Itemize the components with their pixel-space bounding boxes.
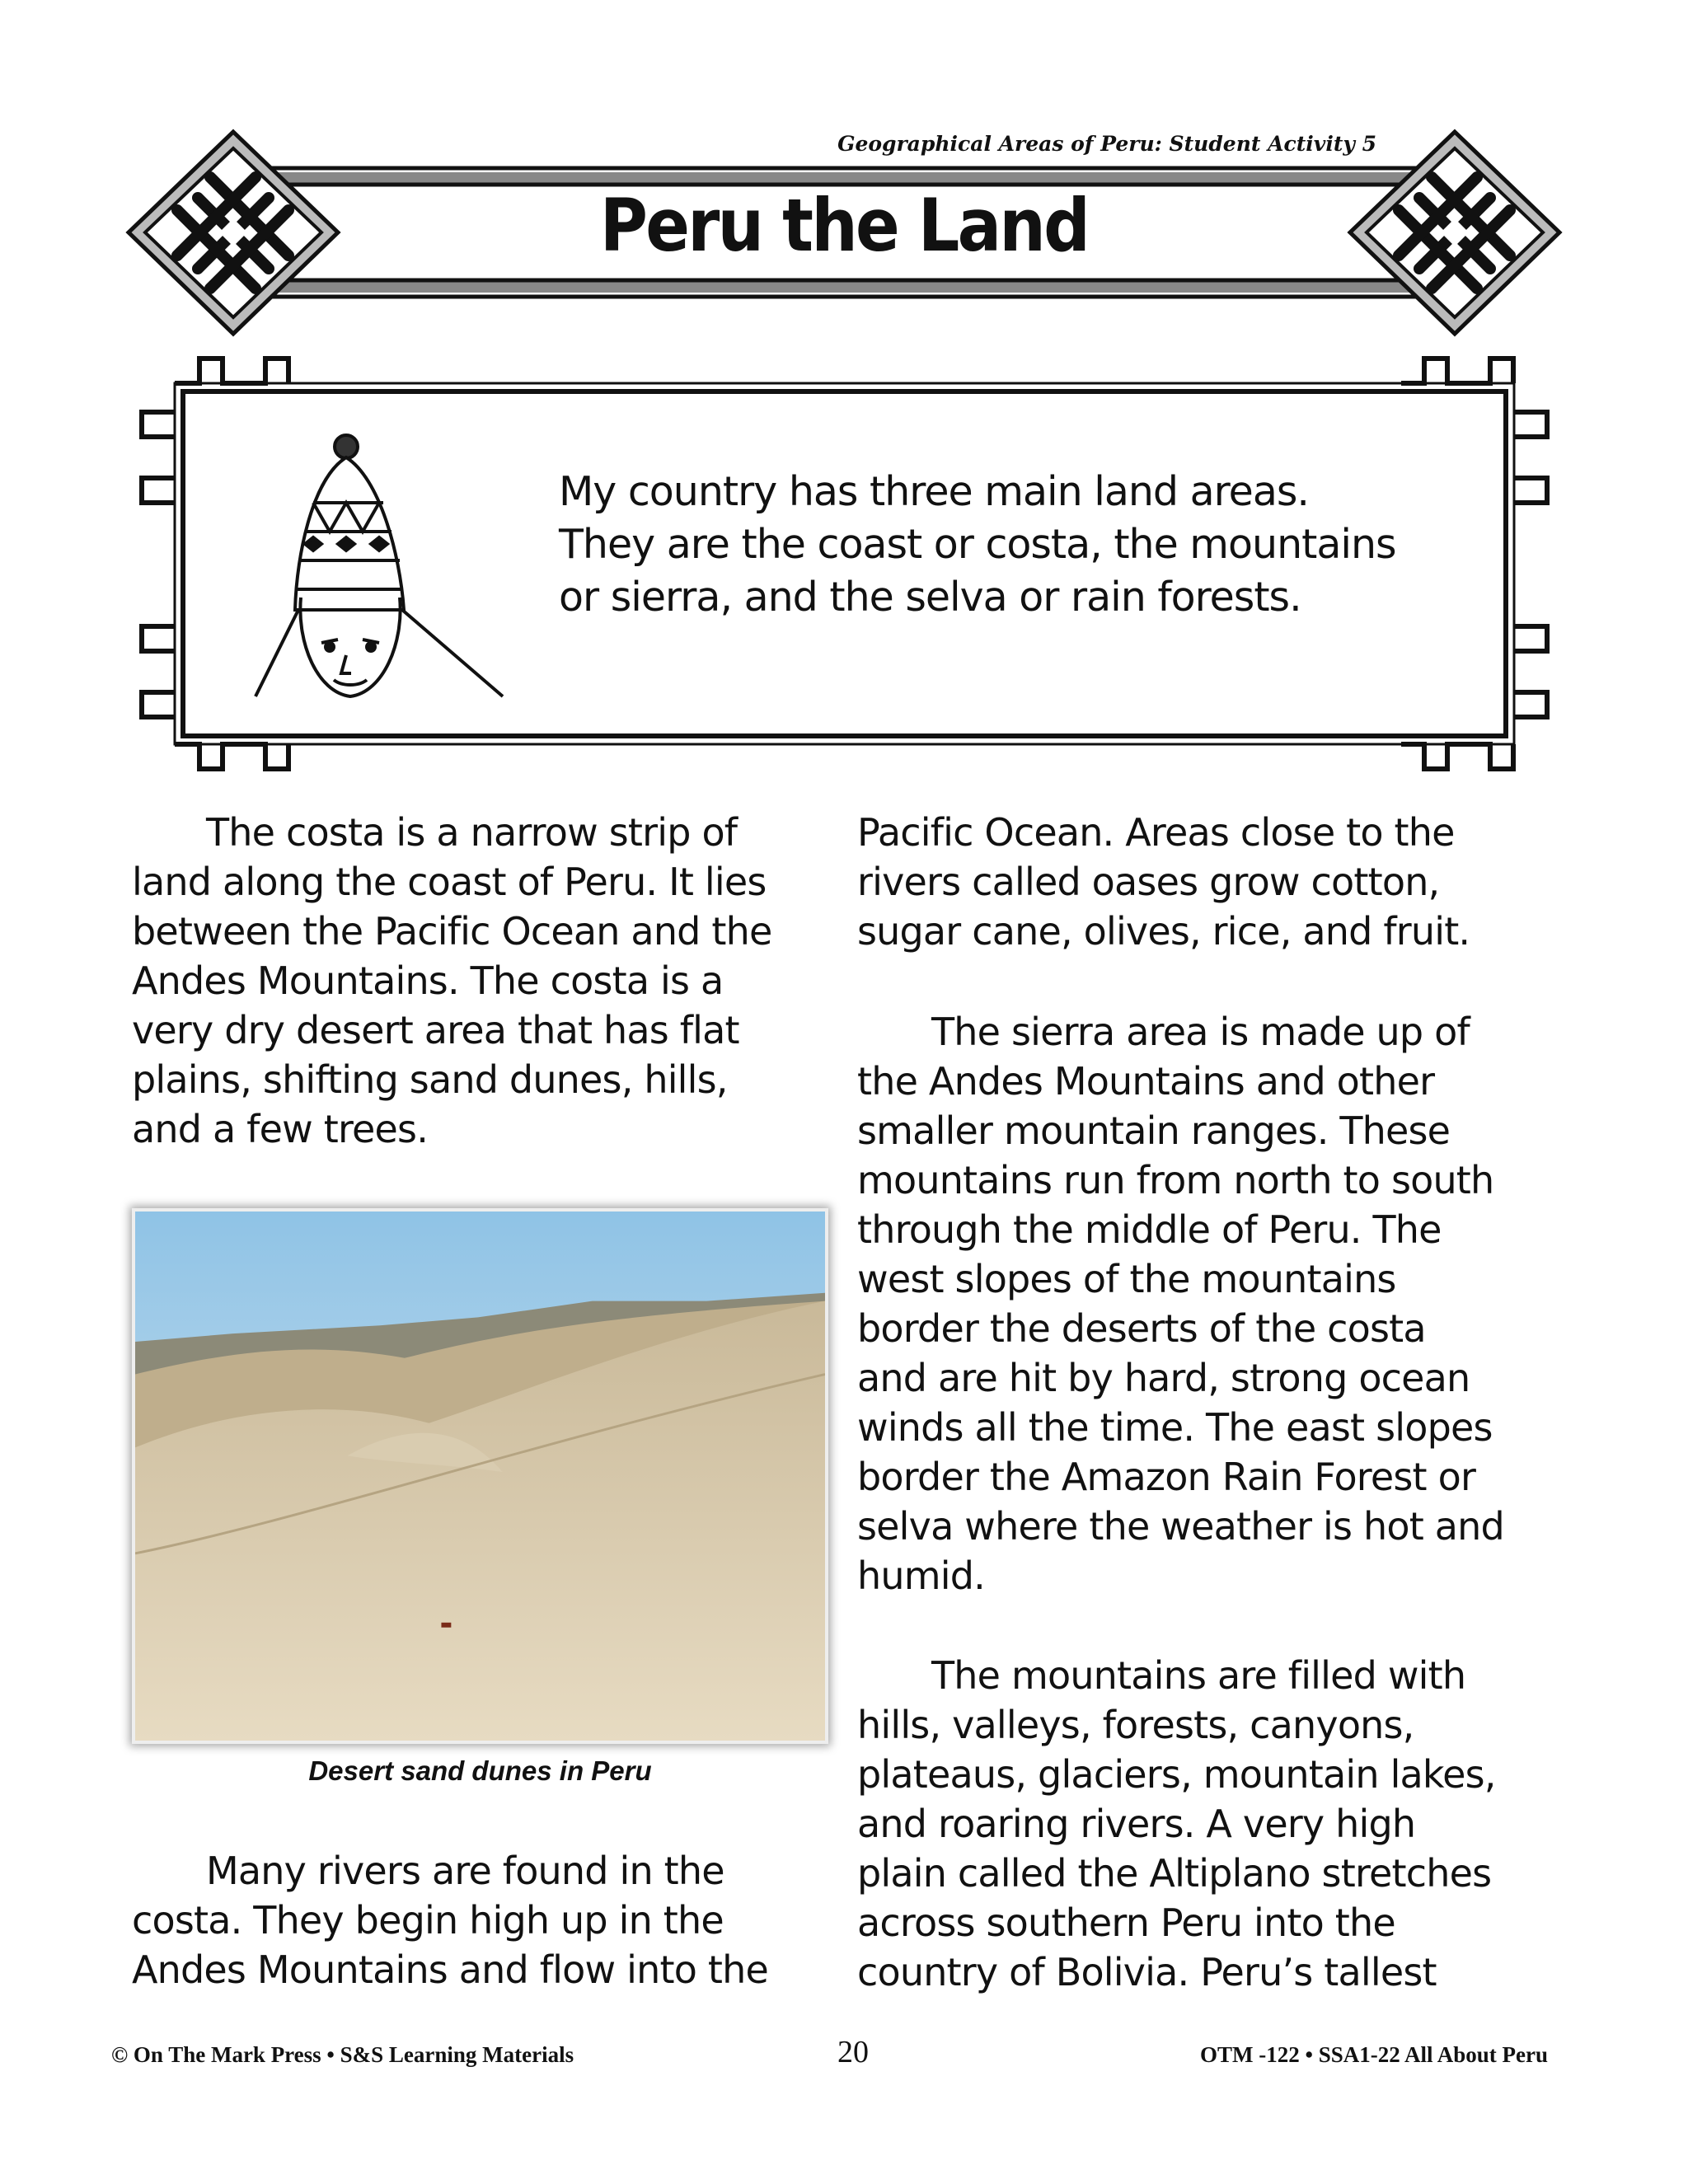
- desert-sand-dunes-photo: [132, 1208, 828, 1744]
- text-line: plain called the Altiplano stretches: [857, 1851, 1492, 1896]
- text-line: plateaus, glaciers, mountain lakes,: [857, 1752, 1496, 1797]
- rivers-paragraph-continued: [857, 808, 1470, 956]
- peruvian-boy-illustration: [247, 429, 511, 701]
- text-line: selva where the weather is hot and: [857, 1504, 1504, 1549]
- text-line: mountains run from north to south: [857, 1158, 1494, 1202]
- text-line: or sierra, and the selva or rain forests.: [559, 574, 1301, 621]
- sierra-paragraph: [857, 1007, 1504, 1601]
- text-line: between the Pacific Ocean and the: [132, 909, 772, 954]
- text-line: very dry desert area that has flat: [132, 1008, 739, 1052]
- text-line: the Andes Mountains and other: [857, 1059, 1435, 1104]
- text-line: Andes Mountains and flow into the: [132, 1947, 768, 1992]
- text-line: Many rivers are found in the: [206, 1849, 724, 1893]
- text-line: and are hit by hard, strong ocean: [857, 1356, 1470, 1400]
- text-line: through the middle of Peru. The: [857, 1207, 1442, 1252]
- text-line: land along the coast of Peru. It lies: [132, 860, 767, 904]
- activity-subtitle: Geographical Areas of Peru: Student Activity 5: [837, 132, 1376, 156]
- text-line: They are the coast or costa, the mountains: [559, 521, 1396, 568]
- text-line: and roaring rivers. A very high: [857, 1802, 1416, 1846]
- footer-publisher: © On The Mark Press • S&S Learning Materials: [111, 2042, 574, 2067]
- text-line: Pacific Ocean. Areas close to the: [857, 810, 1455, 855]
- text-line: country of Bolivia. Peru’s tallest: [857, 1950, 1437, 1994]
- title-banner: [0, 0, 1688, 346]
- text-line: The mountains are filled with: [931, 1653, 1466, 1698]
- rivers-paragraph: [132, 1846, 768, 1994]
- text-line: sugar cane, olives, rice, and fruit.: [857, 909, 1470, 954]
- footer-product-code: OTM -122 • SSA1-22 All About Peru: [1200, 2042, 1548, 2067]
- mountains-paragraph: [857, 1651, 1496, 1997]
- text-line: Andes Mountains. The costa is a: [132, 958, 724, 1003]
- text-line: winds all the time. The east slopes: [857, 1405, 1493, 1450]
- text-line: The costa is a narrow strip of: [206, 810, 738, 855]
- text-line: humid.: [857, 1554, 985, 1598]
- costa-paragraph: [132, 808, 772, 1154]
- text-line: costa. They begin high up in the: [132, 1898, 724, 1943]
- page-title: Peru the Land: [599, 183, 1089, 268]
- text-line: hills, valleys, forests, canyons,: [857, 1703, 1414, 1747]
- text-line: west slopes of the mountains: [857, 1257, 1396, 1301]
- text-line: border the Amazon Rain Forest or: [857, 1455, 1476, 1499]
- text-line: smaller mountain ranges. These: [857, 1108, 1451, 1153]
- text-line: The sierra area is made up of: [931, 1010, 1470, 1054]
- text-line: My country has three main land areas.: [559, 468, 1309, 515]
- text-line: and a few trees.: [132, 1107, 429, 1151]
- page-number: 20: [837, 2035, 869, 2069]
- text-line: plains, shifting sand dunes, hills,: [132, 1057, 728, 1102]
- text-line: across southern Peru into the: [857, 1900, 1395, 1945]
- text-line: rivers called oases grow cotton,: [857, 860, 1440, 904]
- photo-caption: Desert sand dunes in Peru: [308, 1755, 652, 1786]
- intro-text: [559, 466, 1396, 624]
- text-line: border the deserts of the costa: [857, 1306, 1426, 1351]
